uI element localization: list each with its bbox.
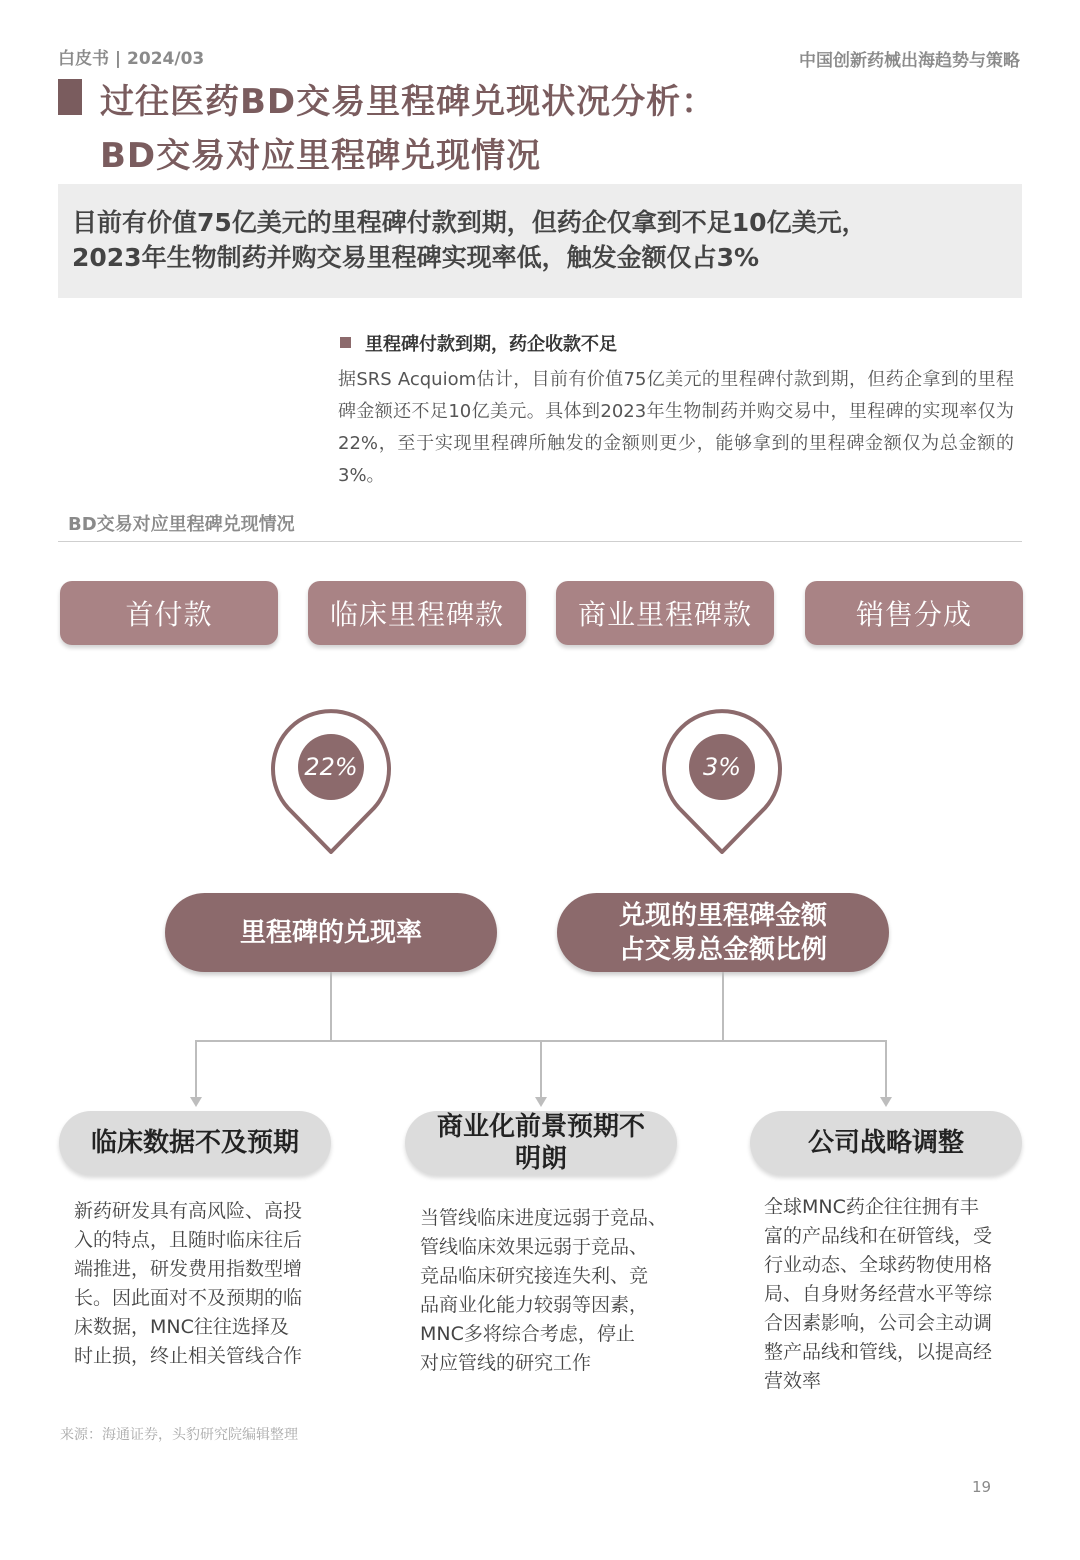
reason-strategy-adjustment: 公司战略调整 [750, 1111, 1022, 1175]
summary-line-2: 2023年生物制药并购交易里程碑实现率低，触发金额仅占3% [72, 243, 760, 272]
metric-label-share [557, 893, 889, 972]
reason-commercial-outlook-line2: 明朗 [514, 1144, 567, 1174]
metric-label-share-line2: 占交易总金额比例 [618, 934, 827, 965]
text-line: 当管线临床进度远弱于竞品、 [420, 1207, 668, 1229]
payment-type-commercial-milestone: 商业里程碑款 [556, 581, 774, 645]
connector-line [885, 1040, 887, 1098]
text-line: 整产品线和管线，以提高经 [764, 1341, 993, 1363]
metric-label-share-line1: 兑现的里程碑金额 [618, 900, 827, 931]
arrow-down-icon [535, 1097, 547, 1107]
metric-label-rate: 里程碑的兑现率 [165, 893, 497, 972]
milestone-amount-share-value: 3% [689, 734, 755, 800]
text-line: 行业动态、全球药物使用格 [764, 1254, 993, 1276]
reason-commercial-outlook-description [420, 1204, 690, 1378]
text-line: 富的产品线和在研管线，受 [764, 1225, 993, 1247]
reason-clinical-data: 临床数据不及预期 [59, 1111, 331, 1175]
text-line: MNC多将综合考虑，停止 [420, 1323, 635, 1345]
connector-line [195, 1040, 197, 1098]
arrow-down-icon [880, 1097, 892, 1107]
text-line: 新药研发具有高风险、高投 [74, 1200, 303, 1222]
text-line: 端推进，研发费用指数型增 [74, 1258, 303, 1280]
text-line: 管线临床效果远弱于竞品、 [420, 1236, 649, 1258]
text-line: 长。因此面对不及预期的临 [74, 1287, 303, 1309]
reason-commercial-outlook [405, 1111, 677, 1175]
bullet-square-icon [340, 337, 351, 348]
text-line: 全球MNC药企往往拥有丰 [764, 1196, 979, 1218]
payment-type-royalty: 销售分成 [805, 581, 1023, 645]
title-accent-bar [58, 79, 82, 115]
text-line: 品商业化能力较弱等因素， [420, 1294, 649, 1316]
text-line: 入的特点，且随时临床往后 [74, 1229, 303, 1251]
report-type-date: 白皮书 | 2024/03 [58, 49, 205, 69]
summary-line-1: 目前有价值75亿美元的里程碑付款到期，但药企仅拿到不足10亿美元， [72, 208, 867, 237]
reason-commercial-outlook-line1: 商业化前景预期不 [436, 1112, 645, 1142]
payment-type-upfront: 首付款 [60, 581, 278, 645]
arrow-down-icon [190, 1097, 202, 1107]
text-line: 局、自身财务经营水平等综 [764, 1283, 993, 1305]
text-line: 对应管线的研究工作 [420, 1352, 592, 1374]
source-note: 来源：海通证券，头豹研究院编辑整理 [60, 1427, 298, 1443]
summary-text [72, 205, 1012, 275]
milestone-rate-value: 22% [298, 734, 364, 800]
section-heading: 里程碑付款到期，药企收款不足 [365, 334, 617, 355]
page-number: 19 [972, 1478, 992, 1496]
section-body: 据SRS Acquiom估计，目前有价值75亿美元的里程碑付款到期，但药企拿到的里程碑金额还不足10亿美元。具体到2023年生物制药并购交易中，里程碑的实现率仅为22%，至于实现里程碑所触发的金额则更少，能够拿到的里程碑金额仅为总金额的3%。 [338, 369, 1014, 486]
text-line: 竞品临床研究接连失利、竞 [420, 1265, 649, 1287]
page-subtitle: BD交易对应里程碑兑现情况 [100, 136, 542, 176]
text-line: 床数据，MNC往往选择及 [74, 1316, 289, 1338]
connector-line [330, 972, 332, 1042]
diagram-label: BD交易对应里程碑兑现情况 [68, 514, 295, 535]
report-name: 中国创新药械出海趋势与策略 [799, 51, 1020, 71]
text-line: 时止损，终止相关管线合作 [74, 1345, 303, 1367]
text-line: 合因素影响，公司会主动调 [764, 1312, 993, 1334]
payment-type-clinical-milestone: 临床里程碑款 [308, 581, 526, 645]
reason-clinical-data-description [74, 1197, 324, 1371]
reason-strategy-adjustment-description [764, 1193, 1014, 1396]
text-line: 营效率 [764, 1370, 822, 1392]
page-title: 过往医药BD交易里程碑兑现状况分析： [100, 82, 717, 122]
divider [58, 541, 1022, 542]
connector-line [540, 1040, 542, 1098]
connector-line [722, 972, 724, 1042]
